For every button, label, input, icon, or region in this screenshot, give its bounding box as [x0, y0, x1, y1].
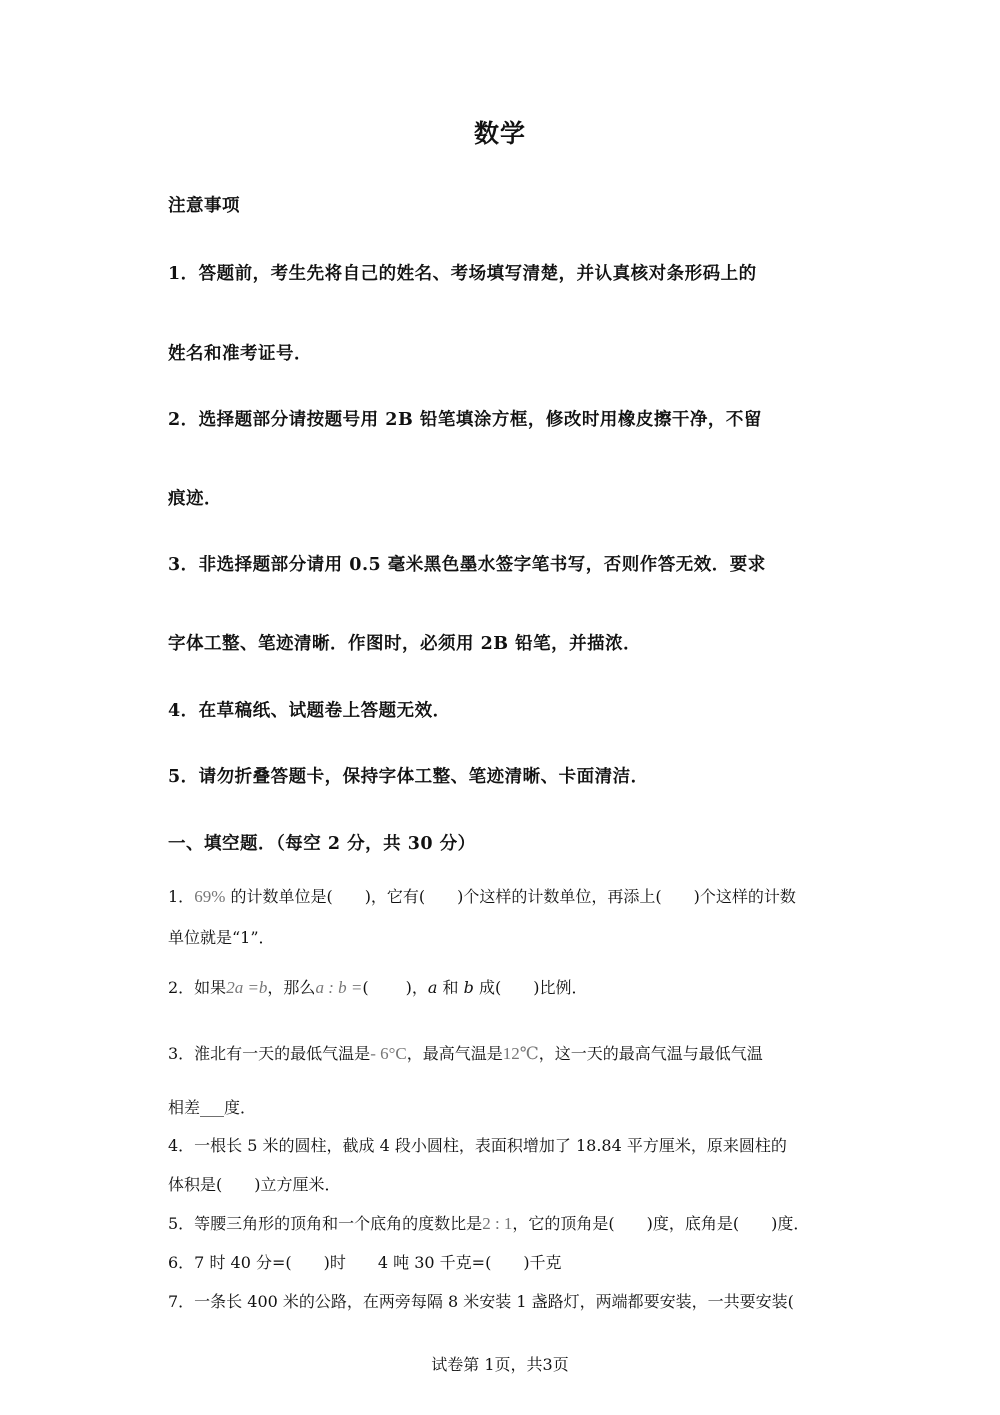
- question-6: 6．7 时 40 分=( )时 4 吨 30 千克=( )千克: [168, 1253, 562, 1272]
- q3-suffix: ，这一天的最高气温与最低气温: [538, 1044, 763, 1063]
- question-4: 4．一根长 5 米的圆柱，截成 4 段小圆柱，表面积增加了 18.84 平方厘米，原来圆柱的: [168, 1136, 787, 1155]
- q1-text: 的计数单位是( )，它有( )个这样的计数单位，再添上( )个这样的计数: [225, 887, 796, 906]
- question-4-cont: 体积是( )立方厘米．: [168, 1175, 341, 1194]
- q3-mid: ，最高气温是: [406, 1044, 503, 1063]
- q3-prefix: 3．淮北有一天的最低气温是: [168, 1044, 371, 1063]
- q2-var-a: a: [427, 978, 438, 997]
- q2-prefix: 2．如果: [168, 978, 227, 997]
- page-title: 数学: [473, 119, 526, 148]
- notice-heading: 注意事项: [168, 196, 240, 216]
- q2-var-b: b: [463, 978, 474, 997]
- notice-item-1: 1．答题前，考生先将自己的姓名、考场填写清楚，并认真核对条形码上的: [168, 264, 757, 284]
- notice-item-5: 5．请勿折叠答题卡，保持字体工整、笔迹清晰、卡面清洁．: [168, 767, 649, 787]
- notice-item-1-cont: 姓名和准考证号．: [168, 344, 312, 364]
- page-footer: 试卷第 1页，共3页: [431, 1355, 569, 1374]
- q2-suffix: 成( )比例．: [473, 978, 588, 997]
- q5-suffix: ，它的顶角是( )度，底角是( )度．: [512, 1214, 810, 1233]
- question-1: [168, 884, 796, 907]
- q2-and: 和: [437, 978, 464, 997]
- question-2: [168, 975, 587, 998]
- notice-item-2-cont: 痕迹．: [168, 489, 222, 509]
- notice-item-3-cont: 字体工整、笔迹清晰．作图时，必须用 2B 铅笔，并描浓．: [168, 634, 642, 654]
- question-3: [168, 1041, 763, 1064]
- q5-prefix: 5．等腰三角形的顶角和一个底角的度数比是: [168, 1214, 483, 1233]
- notice-item-4: 4．在草稿纸、试题卷上答题无效．: [168, 701, 451, 721]
- question-3-cont: 相差___度．: [168, 1098, 257, 1117]
- q5-math: 2 : 1: [482, 1214, 513, 1233]
- q2-mid: ，那么: [267, 978, 316, 997]
- q2-math-1: 2a =b: [226, 978, 268, 997]
- question-7: 7．一条长 400 米的公路，在两旁每隔 8 米安装 1 盏路灯，两端都要安装，一共要安装(: [168, 1292, 794, 1311]
- question-5: [168, 1211, 809, 1234]
- question-1-cont: 单位就是“1”．: [168, 928, 275, 947]
- q3-math-2: 12℃: [502, 1044, 539, 1063]
- notice-item-2: 2．选择题部分请按题号用 2B 铅笔填涂方框，修改时用橡皮擦干净，不留: [168, 410, 762, 430]
- notice-item-3: 3．非选择题部分请用 0.5 毫米黑色墨水签字笔书写，否则作答无效．要求: [168, 555, 766, 575]
- q1-number: 1．: [168, 887, 195, 906]
- q2-blank: ( )，: [362, 978, 428, 997]
- q1-math: 69%: [194, 887, 226, 906]
- q3-math-1: - 6°C: [370, 1044, 407, 1063]
- q2-math-2: a : b =: [315, 978, 363, 997]
- section-heading: 一、填空题．（每空 2 分，共 30 分）: [168, 834, 476, 854]
